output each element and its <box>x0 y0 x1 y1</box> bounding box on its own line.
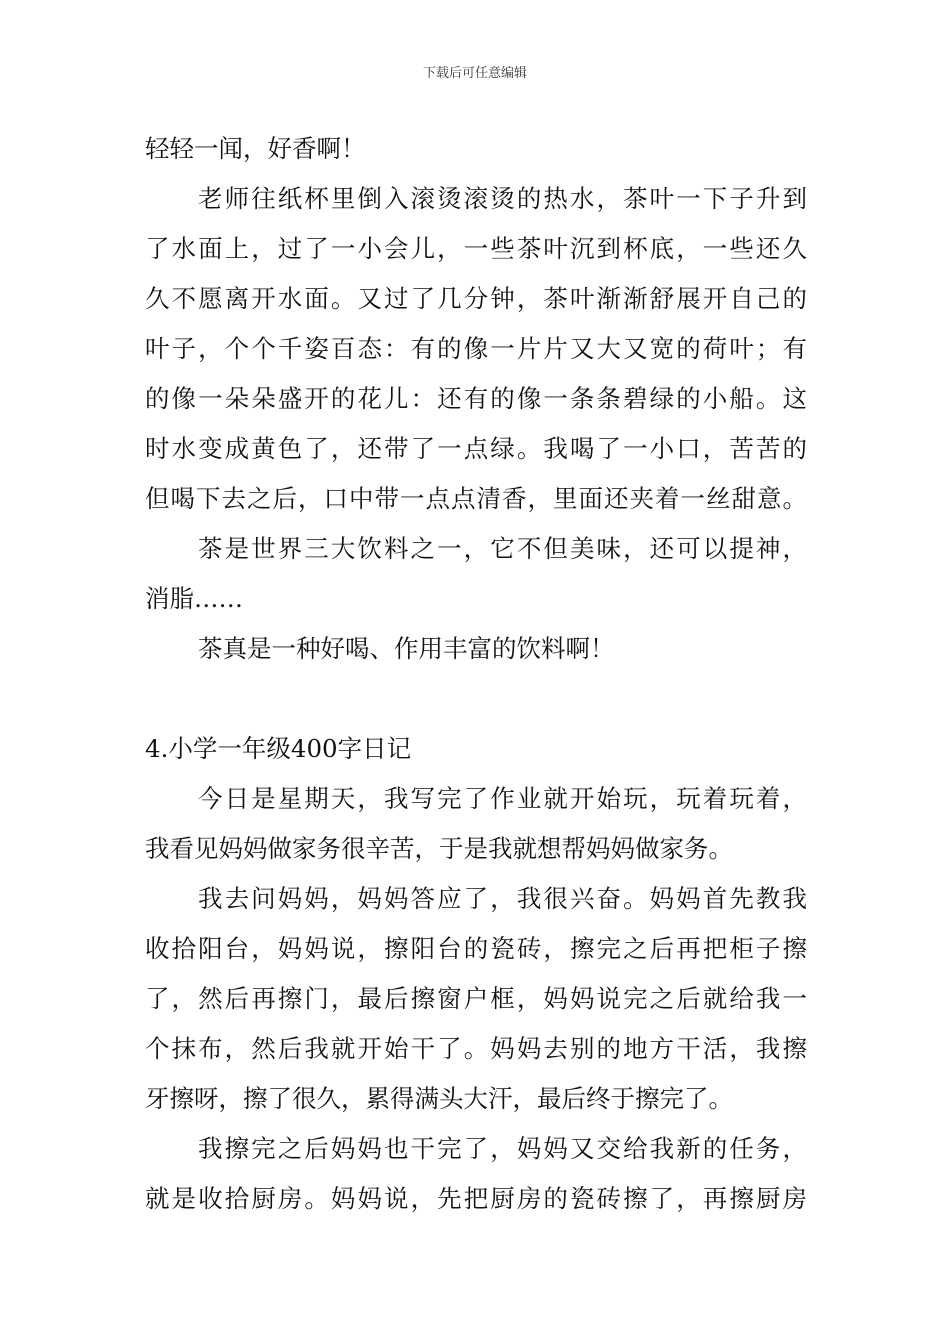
text-line: 但喝下去之后，口中带一点点清香，里面还夹着一丝甜意。 <box>145 484 807 513</box>
blank-line <box>145 674 807 724</box>
text-line: 茶是世界三大饮料之一，它不但美味，还可以提神， <box>198 534 807 563</box>
text-line: 收拾阳台，妈妈说，擦阳台的瓷砖，擦完之后再把柜子擦 <box>145 934 807 963</box>
text-line: 茶真是一种好喝、作用丰富的饮料啊！ <box>198 634 615 663</box>
text-line: 轻轻一闻，好香啊！ <box>145 134 366 163</box>
text-line: 老师往纸杯里倒入滚烫滚烫的热水，茶叶一下子升到 <box>198 184 807 213</box>
text-line: 的像一朵朵盛开的花儿：还有的像一条条碧绿的小船。这 <box>145 384 807 413</box>
text-line: 今日是星期天，我写完了作业就开始玩，玩着玩着， <box>198 784 807 813</box>
text-line: 叶子，个个千姿百态：有的像一片片又大又宽的荷叶；有 <box>145 334 807 363</box>
text-line: 我去问妈妈，妈妈答应了，我很兴奋。妈妈首先教我 <box>198 884 807 913</box>
text-line: 消脂…… <box>145 584 243 613</box>
text-line: 了水面上，过了一小会儿，一些茶叶沉到杯底，一些还久 <box>145 234 807 263</box>
text-line: 时水变成黄色了，还带了一点绿。我喝了一小口，苦苦的 <box>145 434 807 463</box>
page-header: 下载后可任意编辑 <box>422 66 527 81</box>
section-heading: 4.小学一年级400字日记 <box>145 734 412 763</box>
text-line: 就是收拾厨房。妈妈说，先把厨房的瓷砖擦了，再擦厨房 <box>145 1184 807 1213</box>
text-line: 我擦完之后妈妈也干完了，妈妈又交给我新的任务， <box>198 1134 807 1163</box>
text-line: 久不愿离开水面。又过了几分钟，茶叶渐渐舒展开自己的 <box>145 284 807 313</box>
text-line: 了，然后再擦门，最后擦窗户框，妈妈说完之后就给我一 <box>145 984 807 1013</box>
document-body <box>145 124 807 1224</box>
text-line: 个抹布，然后我就开始干了。妈妈去别的地方干活，我擦 <box>145 1034 807 1063</box>
text-line: 牙擦呀，擦了很久，累得满头大汗，最后终于擦完了。 <box>145 1084 733 1113</box>
text-line: 我看见妈妈做家务很辛苦，于是我就想帮妈妈做家务。 <box>145 834 733 863</box>
